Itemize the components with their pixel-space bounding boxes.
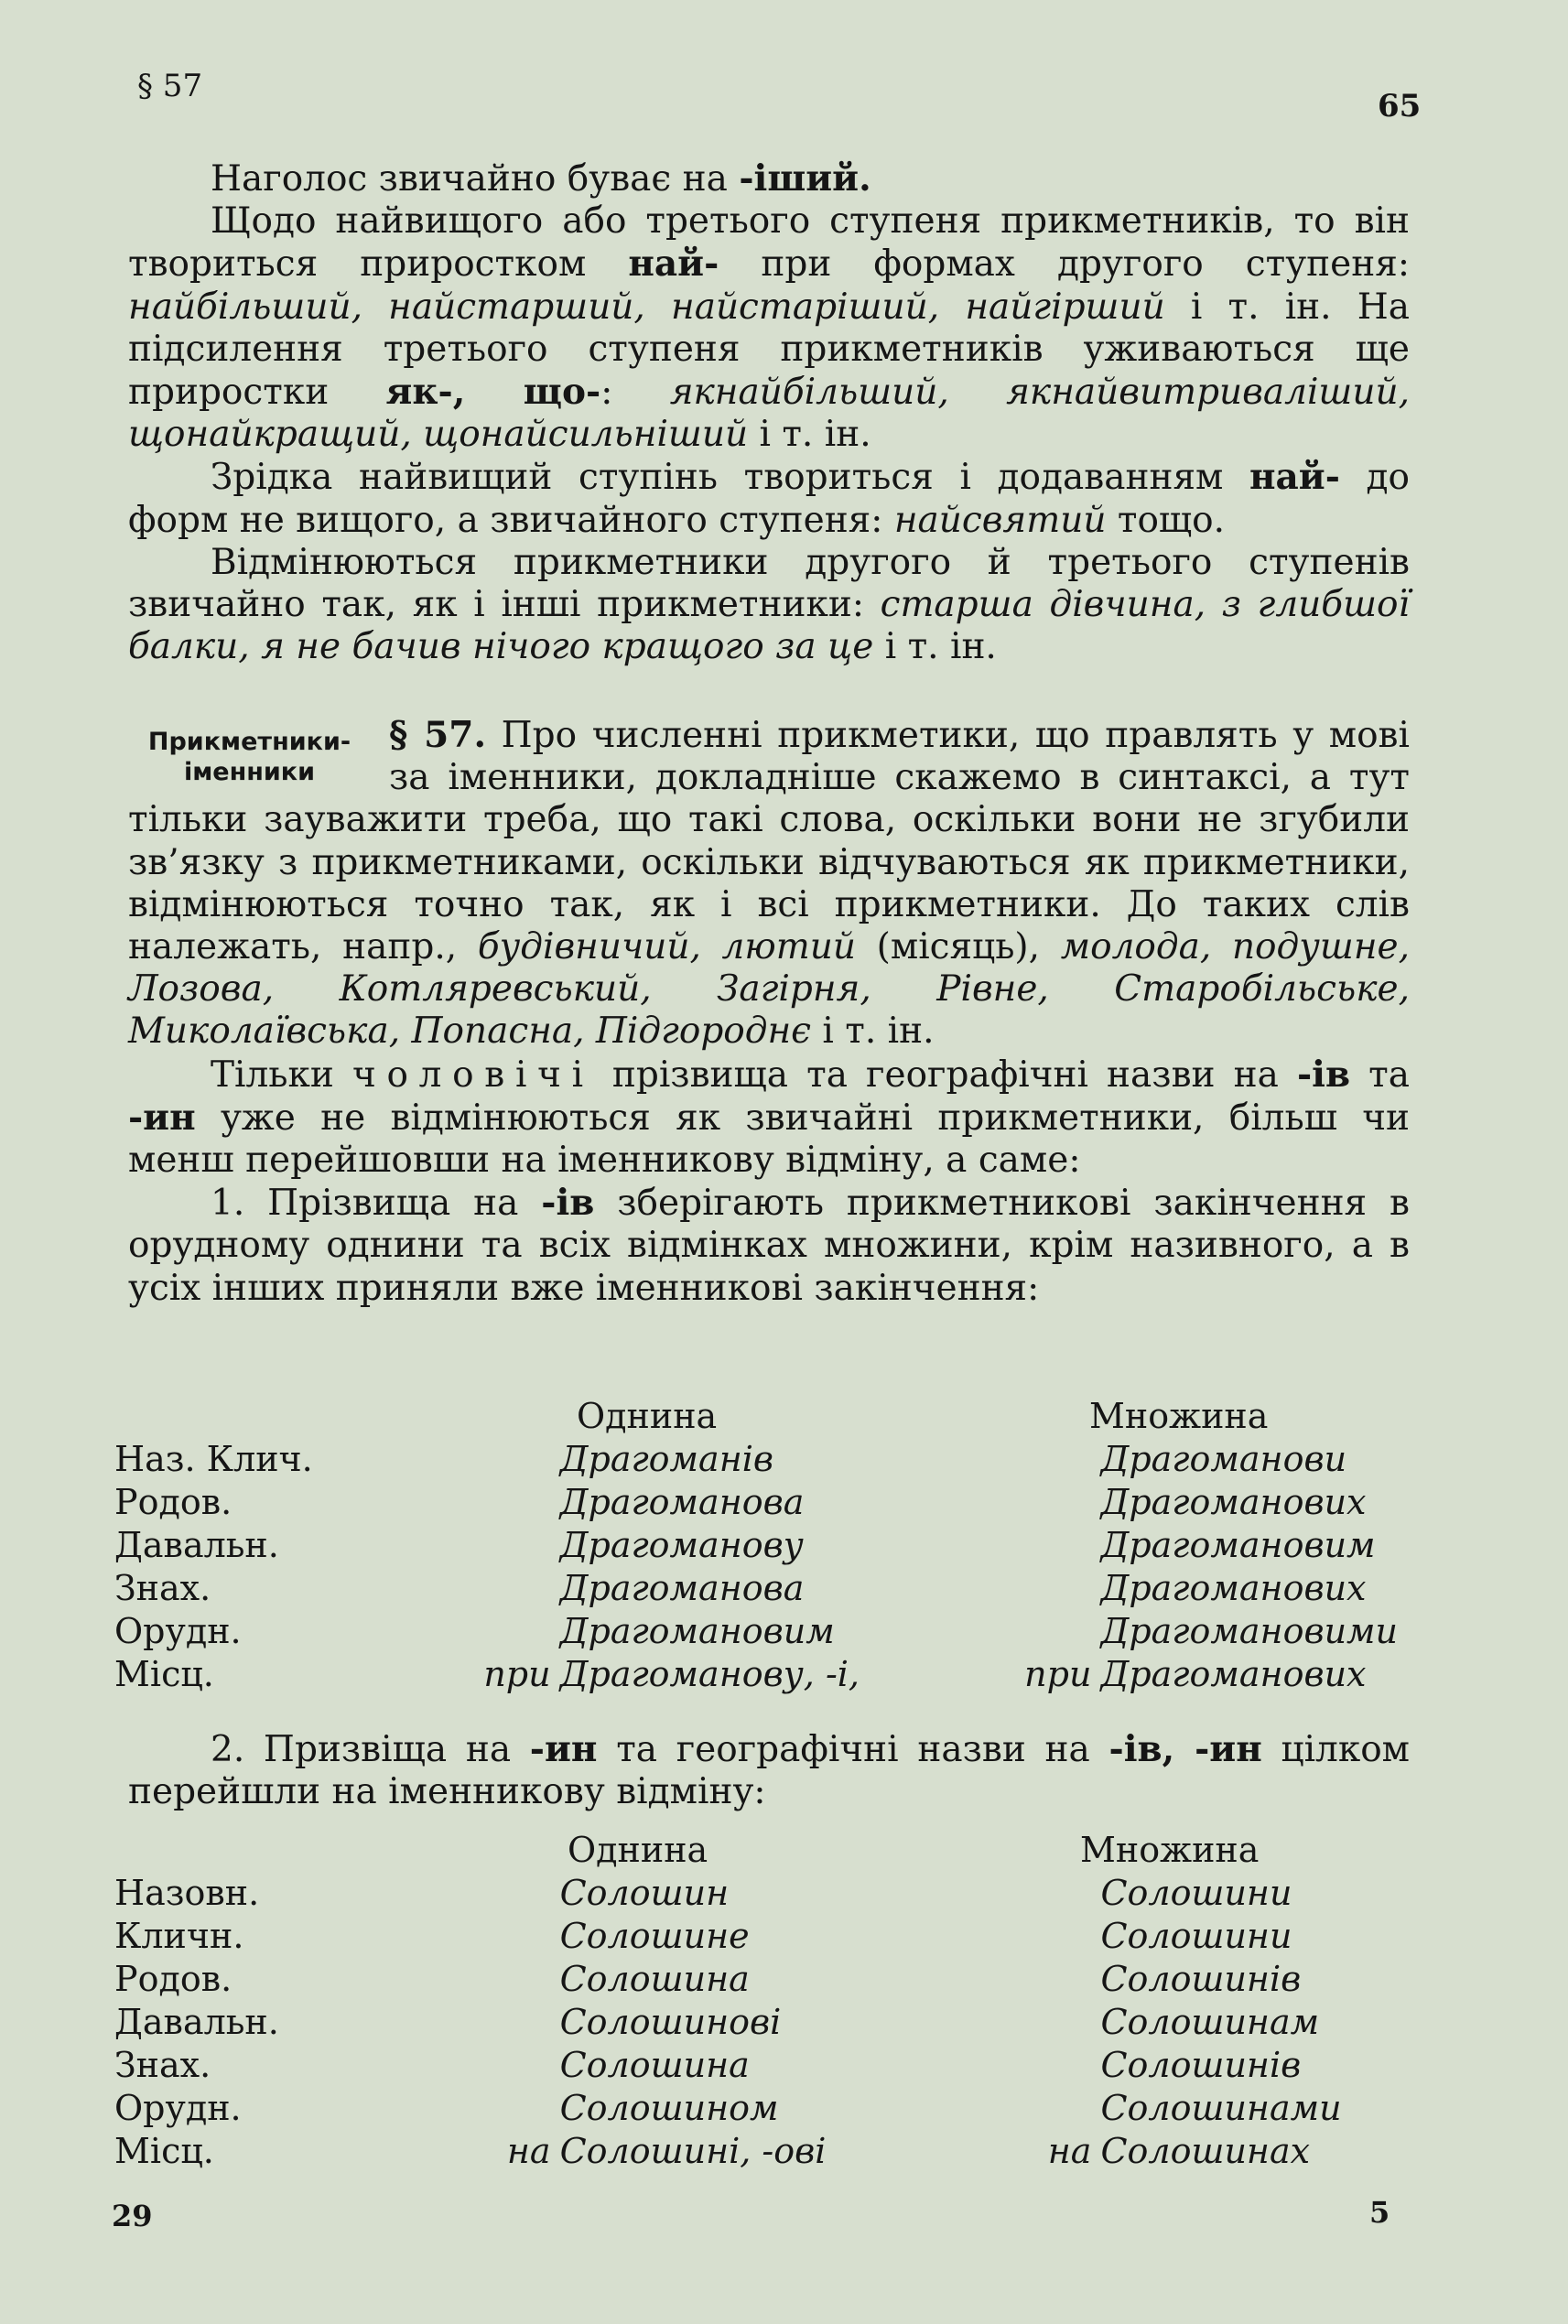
plural-preposition: на: [1047, 2131, 1092, 2171]
running-head-section: § 57: [137, 68, 203, 104]
declension-table-soloshyn: [114, 1829, 1414, 2173]
text-span: та географічні назви на: [597, 1729, 1109, 1770]
text-span: :: [600, 372, 670, 414]
text-span: при формах другого ступеня:: [719, 243, 1410, 286]
singular-form: Солошином: [559, 2088, 779, 2128]
examples-italic: якнайбільший, якнайвитриваліший, щонайкращий, щонайсильніший: [128, 372, 1410, 456]
case-label: Кличн.: [114, 1916, 244, 1956]
text-span: 1. Прізвища на: [211, 1183, 542, 1225]
plural-preposition: [959, 1610, 1100, 1653]
singular-preposition: [415, 2087, 560, 2130]
text-span: зберігають прикметникові закінчення в орудному однини та всіх відмінках множини, крім називного, а в усіх інших приняли вже іменникові закінчення:: [128, 1183, 1410, 1309]
table-row: [114, 2130, 1414, 2173]
suffix-bold: -ів, -ин: [1108, 1728, 1262, 1770]
plural-preposition: при: [1024, 1654, 1092, 1694]
table-row: [114, 2001, 1414, 2044]
singular-preposition: [415, 1610, 560, 1653]
singular-form: Драгоманова: [559, 1568, 805, 1608]
table-row: [114, 1958, 1414, 2001]
case-label: Орудн.: [114, 1611, 242, 1651]
plural-form: Драгомановими: [1100, 1611, 1399, 1651]
singular-form: Солошині, -ові: [559, 2131, 827, 2171]
singular-preposition: [415, 1438, 560, 1481]
page-number: 65: [1378, 88, 1422, 124]
table-row: [114, 1438, 1414, 1481]
paragraph-declension: [128, 542, 1410, 669]
text-span: і т. ін. На підсилення третього ступеня прикметників уживаються ще приростки: [128, 286, 1410, 414]
table-header: [114, 1395, 1414, 1438]
plural-form: Солошинах: [1100, 2131, 1311, 2171]
text-span: і т. ін.: [811, 1011, 935, 1053]
singular-form: Драгоманова: [559, 1482, 805, 1522]
text-span: Зрідка найвищий ступінь твориться і додаванням: [211, 457, 1249, 499]
intro-text: [128, 157, 1410, 668]
plural-form: Солошинів: [1100, 1959, 1302, 1999]
suffix-bold: -ин: [128, 1096, 196, 1139]
plural-form: Драгоманови: [1100, 1439, 1347, 1479]
plural-preposition: [959, 1872, 1100, 1915]
singular-form: Солошинові: [559, 2002, 782, 2042]
singular-form: Драгоманову: [559, 1525, 804, 1565]
suffix-bold: -ин: [529, 1728, 598, 1770]
prefix-bold: най-: [1249, 456, 1340, 499]
case-label: Орудн.: [114, 2088, 242, 2128]
singular-preposition: [415, 1567, 560, 1610]
paragraph-rule-1: [128, 1182, 1410, 1310]
paragraph-rule-2: [128, 1728, 1410, 1813]
text-span: (місяць),: [855, 926, 1061, 968]
singular-preposition: [415, 1524, 560, 1567]
case-label: Місц.: [114, 2131, 214, 2171]
paragraph-stress: [128, 157, 1410, 200]
plural-form: Драгоманових: [1100, 1482, 1367, 1522]
singular-preposition: [415, 1872, 560, 1915]
text-span: Наголос звичайно буває на: [211, 158, 740, 200]
singular-preposition: [415, 1915, 560, 1958]
text-span: прізвища та географічні назви на: [593, 1054, 1297, 1096]
text-span: 2. Призвіща на: [211, 1729, 530, 1770]
plural-form: Драгоманових: [1100, 1654, 1367, 1694]
table-row: [114, 1567, 1414, 1610]
case-label: Назовн.: [114, 1873, 260, 1913]
table-row: [114, 1610, 1414, 1653]
text-span: і т. ін.: [748, 414, 871, 456]
singular-form: Драгоманову, -і,: [559, 1654, 860, 1694]
margin-heading: [119, 727, 380, 787]
examples-italic: найсвятий: [893, 499, 1107, 541]
plural-form: Солошинами: [1100, 2088, 1342, 2128]
header-plural: Множина: [1080, 1830, 1260, 1870]
examples-italic: молода, подушне, Лозова, Котляревський, Загірня, Рівне, Старобільське, Миколаївська, Попасна, Підгороднє: [128, 926, 1410, 1053]
text-span: уже не відмінюються як звичайні прикметники, більш чи менш перейшовши на іменникову відміну, а саме:: [128, 1097, 1410, 1182]
text-span: та: [1350, 1054, 1410, 1096]
singular-preposition: [415, 2001, 560, 2044]
table-body: [114, 1438, 1414, 1696]
table-row: [114, 2087, 1414, 2130]
singular-preposition: [415, 1958, 560, 2001]
table-row: [114, 1872, 1414, 1915]
plural-preposition: [959, 1567, 1100, 1610]
table-row: [114, 2044, 1414, 2087]
plural-preposition: [959, 2087, 1100, 2130]
declension-table-drahomaniv: [114, 1395, 1414, 1696]
plural-form: Драгоманових: [1100, 1568, 1367, 1608]
singular-form: Солошина: [559, 2045, 750, 2085]
case-label: Місц.: [114, 1654, 214, 1694]
margin-heading-line2: іменники: [183, 758, 316, 786]
case-label: Давальн.: [114, 1525, 279, 1565]
case-label: Родов.: [114, 1959, 232, 1999]
table-header: [114, 1829, 1414, 1872]
prefix-bold: най-: [628, 243, 719, 286]
text-span: Щодо найвищого або третього ступеня прикметників, то він твориться приростком: [128, 200, 1410, 286]
plural-preposition: [959, 1915, 1100, 1958]
examples-italic: найбільший, найстарший, найстаріший, найгірший: [128, 286, 1165, 328]
plural-preposition: [959, 1958, 1100, 2001]
paragraph-rare-form: [128, 456, 1410, 541]
plural-preposition: [959, 1524, 1100, 1567]
paragraph-superlative: [128, 200, 1410, 456]
prefix-bold: як-, що-: [385, 371, 601, 414]
text-span: Тільки: [211, 1054, 352, 1096]
case-label: Знах.: [114, 1568, 211, 1608]
header-singular: Однина: [577, 1396, 718, 1436]
table-row: [114, 1481, 1414, 1524]
text-span: до форм не вищого, а звичайного ступеня:: [128, 457, 1411, 541]
singular-form: Солошин: [559, 1873, 730, 1913]
singular-form: Солошина: [559, 1959, 750, 1999]
printer-signature: 29: [112, 2199, 153, 2233]
table-row: [114, 1915, 1414, 1958]
singular-preposition: [415, 2044, 560, 2087]
table-row: [114, 1653, 1414, 1696]
case-label: Знах.: [114, 2045, 211, 2085]
spaced-emphasis: чоловічі: [351, 1054, 594, 1096]
margin-heading-line1: Прикметники-: [147, 728, 351, 756]
sheet-number: 5: [1369, 2195, 1390, 2230]
plural-form: Солошинів: [1100, 2045, 1302, 2085]
case-label: Наз. Клич.: [114, 1439, 313, 1479]
singular-form: Солошине: [559, 1916, 750, 1956]
singular-preposition: [415, 1481, 560, 1524]
case-label: Родов.: [114, 1482, 232, 1522]
text-span: Про численні прикметики, що правлять у мові за іменники, докладніше скажемо в синтаксі, а тут тільки зауважити треба, що такі слова, оскільки вони не згубили зв’язку з прикметниками, оскільки відчуваються як прикметники, відмінюються точно так, як і всі прикметники. До таких слів належать, напр.,: [128, 715, 1410, 968]
singular-form: Драгоманів: [559, 1439, 774, 1479]
suffix-bold: -ів: [1296, 1053, 1351, 1096]
examples-italic: старша дівчина, з глибшої балки, я не бачив нічого кращого за це: [128, 584, 1410, 668]
section-57-paragraph: [128, 714, 1410, 1054]
case-label: Давальн.: [114, 2002, 279, 2042]
examples-italic: будівничий, лютий: [477, 926, 856, 968]
plural-form: Солошини: [1100, 1916, 1292, 1956]
text-span: тощо.: [1106, 499, 1226, 541]
text-span: Відмінюються прикметники другого й третього ступенів звичайно так, як і інші прикметники:: [128, 541, 1410, 626]
plural-form: Драгомановим: [1100, 1525, 1376, 1565]
header-singular: Однина: [568, 1830, 708, 1870]
singular-preposition: на: [506, 2131, 551, 2171]
plural-form: Солошинам: [1100, 2002, 1320, 2042]
plural-preposition: [959, 1481, 1100, 1524]
suffix-bold: -іший.: [739, 157, 871, 200]
section-57: [128, 714, 1410, 1310]
table-row: [114, 1524, 1414, 1567]
plural-preposition: [959, 2044, 1100, 2087]
text-span: цілком перейшли на іменникову відміну:: [128, 1729, 1411, 1813]
paragraph-rule-2-text: [128, 1728, 1410, 1813]
singular-form: Драгомановим: [559, 1611, 835, 1651]
table-body: [114, 1872, 1414, 2173]
suffix-bold: -ів: [541, 1182, 595, 1225]
plural-preposition: [959, 1438, 1100, 1481]
plural-preposition: [959, 2001, 1100, 2044]
text-span: і т. ін.: [873, 626, 997, 668]
singular-preposition: при: [483, 1654, 551, 1694]
paragraph-surnames: [128, 1054, 1410, 1183]
plural-form: Солошини: [1100, 1873, 1292, 1913]
section-number: § 57.: [389, 714, 487, 756]
header-plural: Множина: [1089, 1396, 1269, 1436]
